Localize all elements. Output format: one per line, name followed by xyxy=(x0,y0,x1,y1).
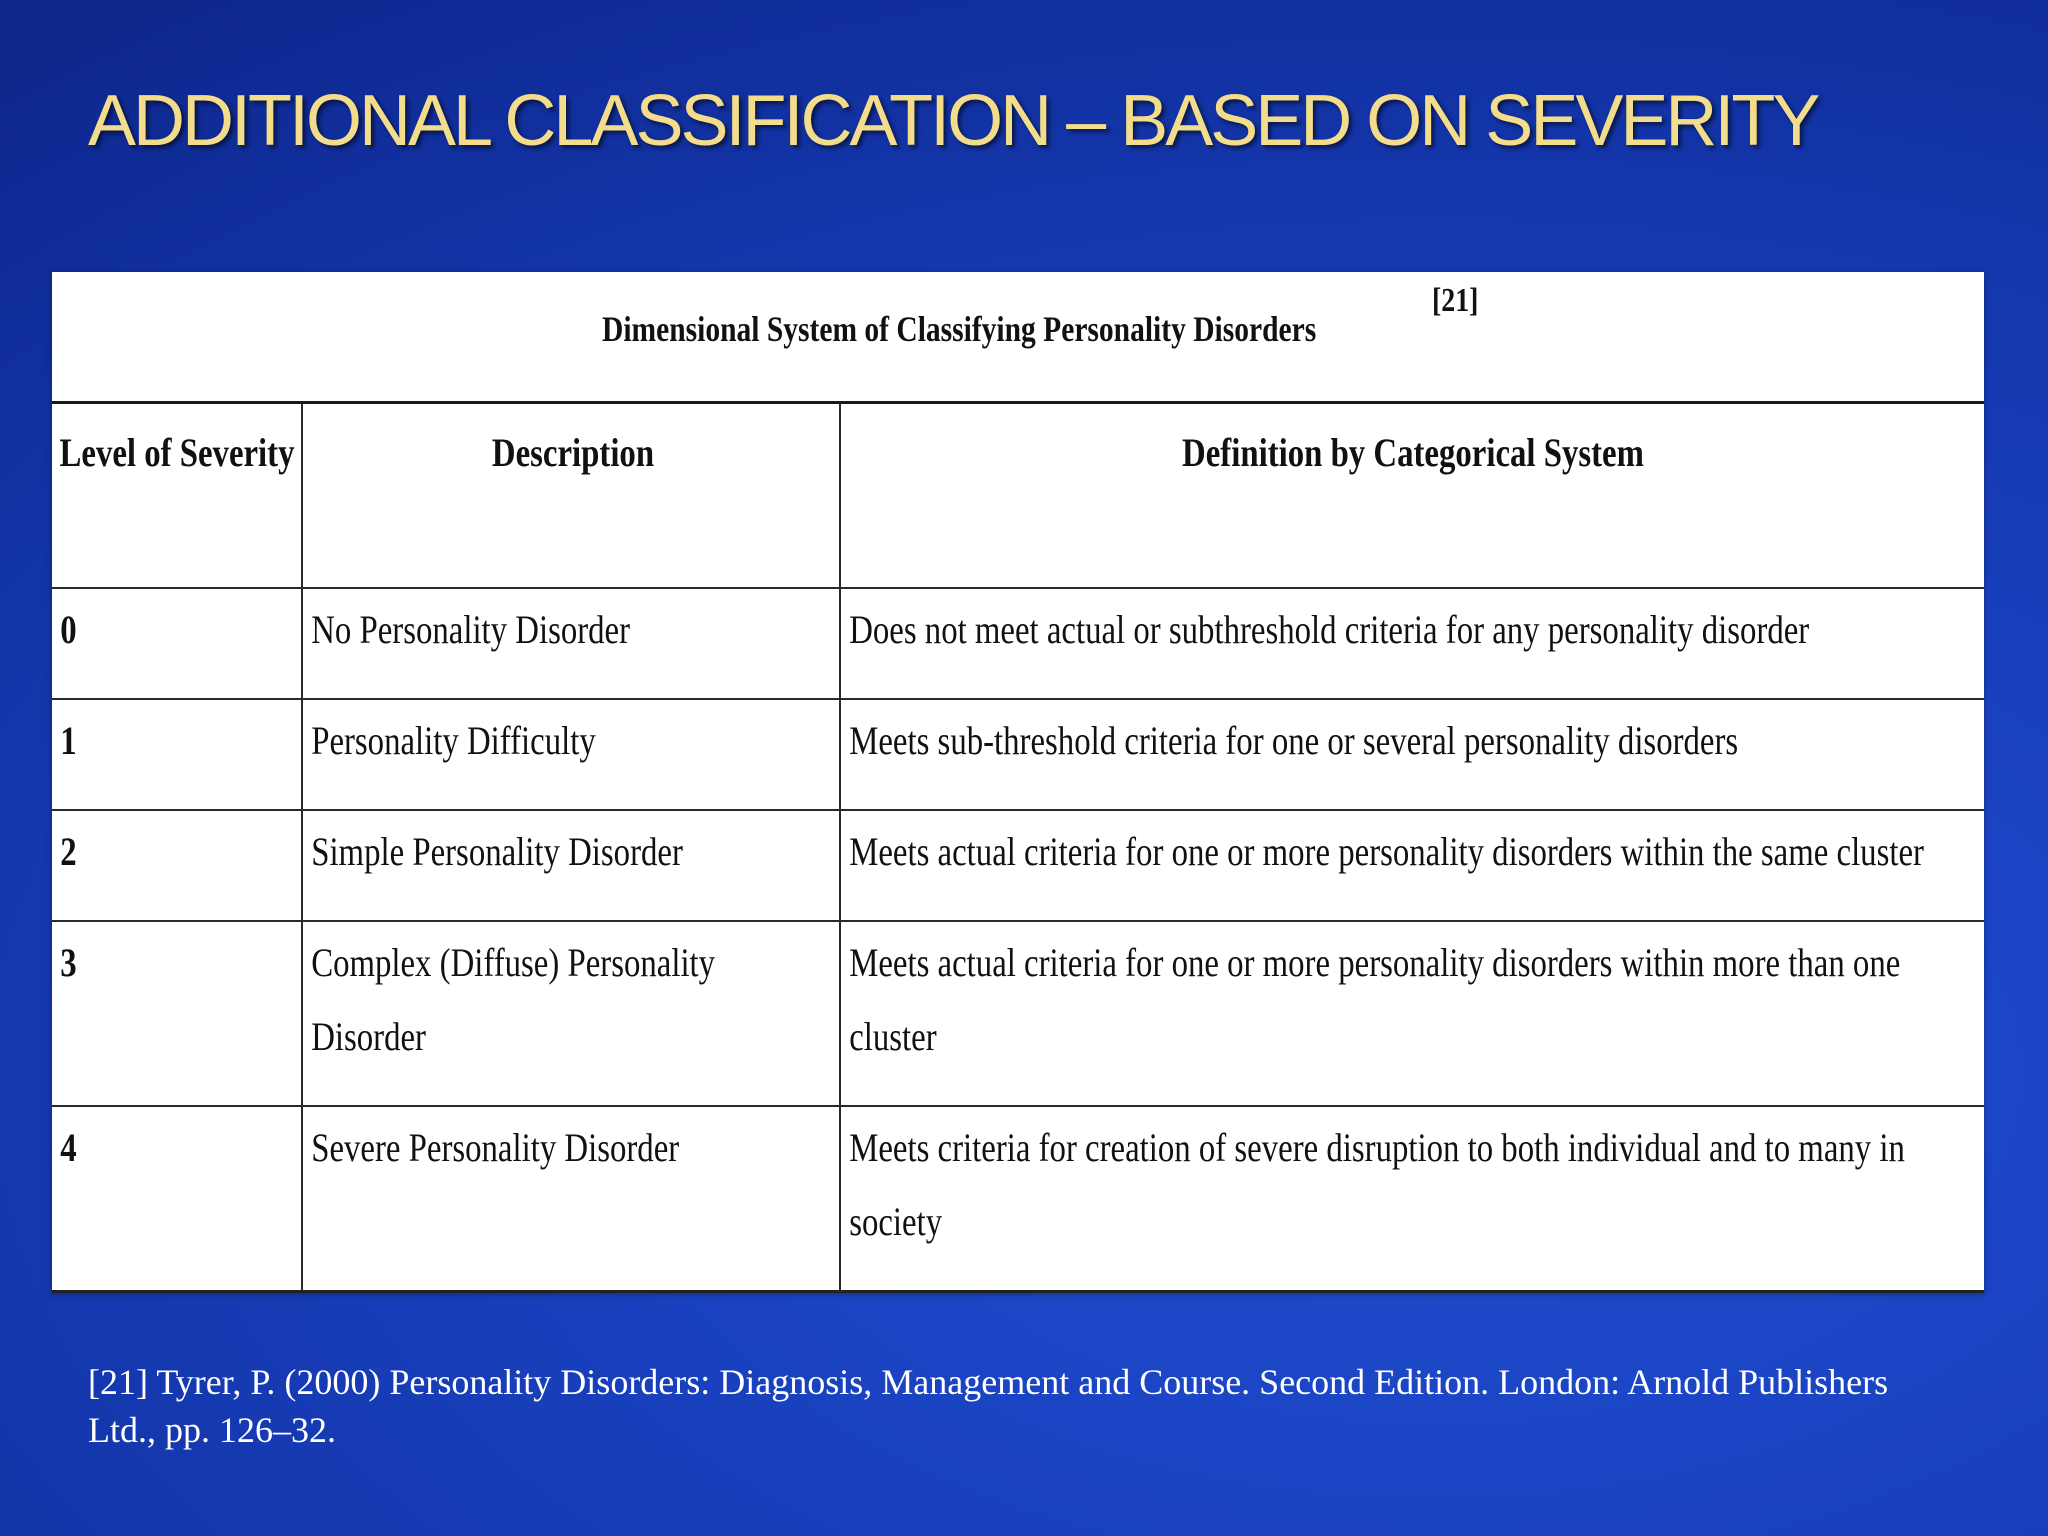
table-row xyxy=(52,921,1984,1106)
table-row xyxy=(52,699,1984,810)
level-text: 1 xyxy=(60,718,77,763)
definition-text: Meets sub-threshold criteria for one or several personality disorders xyxy=(849,718,1739,763)
cell-definition xyxy=(840,810,1984,921)
level-text: 3 xyxy=(60,940,77,985)
level-text: 0 xyxy=(60,607,77,652)
cell-level xyxy=(52,921,302,1106)
cell-level xyxy=(52,699,302,810)
description-text: Complex (Diffuse) Personality Disorder xyxy=(311,940,716,1059)
definition-text: Meets actual criteria for one or more personality disorders within the same cluster xyxy=(849,829,1924,874)
header-text: Level of Severity xyxy=(59,430,295,475)
cell-description xyxy=(302,1106,840,1291)
header-description xyxy=(302,404,840,588)
level-text: 2 xyxy=(60,829,77,874)
header-definition xyxy=(840,404,1984,588)
cell-definition xyxy=(840,588,1984,699)
table-row xyxy=(52,1106,1984,1291)
level-text: 4 xyxy=(60,1125,77,1170)
cell-level xyxy=(52,1106,302,1291)
cell-level xyxy=(52,810,302,921)
cell-definition xyxy=(840,1106,1984,1291)
cell-definition xyxy=(840,921,1984,1106)
slide-title: ADDITIONAL CLASSIFICATION – BASED ON SEVERITY xyxy=(88,81,1818,161)
header-text: Definition by Categorical System xyxy=(1182,430,1644,475)
description-text: Personality Difficulty xyxy=(311,718,596,763)
description-text: No Personality Disorder xyxy=(311,607,631,652)
severity-table xyxy=(52,404,1984,1293)
cell-description xyxy=(302,921,840,1106)
definition-text: Meets actual criteria for one or more personality disorders within more than one cluster xyxy=(849,940,1901,1059)
table-row xyxy=(52,810,1984,921)
description-text: Simple Personality Disorder xyxy=(311,829,683,874)
header-level-of-severity xyxy=(52,404,302,588)
cell-level xyxy=(52,588,302,699)
table-header-row xyxy=(52,404,1984,588)
cell-definition xyxy=(840,699,1984,810)
definition-text: Does not meet actual or subthreshold criteria for any personality disorder xyxy=(849,607,1810,652)
severity-table-figure xyxy=(52,272,1984,1292)
cell-description xyxy=(302,588,840,699)
table-row xyxy=(52,588,1984,699)
header-text: Description xyxy=(491,430,655,475)
cell-description xyxy=(302,810,840,921)
cell-description xyxy=(302,699,840,810)
description-text: Severe Personality Disorder xyxy=(311,1125,680,1170)
table-caption-text: Dimensional System of Classifying Personality Disorders xyxy=(602,309,1317,349)
definition-text: Meets criteria for creation of severe disruption to both individual and to many in society xyxy=(849,1125,1905,1244)
table-caption-reference: [21] xyxy=(1432,282,1479,319)
table-caption xyxy=(52,272,1984,404)
reference-citation: [21] Tyrer, P. (2000) Personality Disorders: Diagnosis, Management and Course. Second Edition. London: Arnold Publishers Ltd., pp. 126–32. xyxy=(88,1362,1889,1450)
